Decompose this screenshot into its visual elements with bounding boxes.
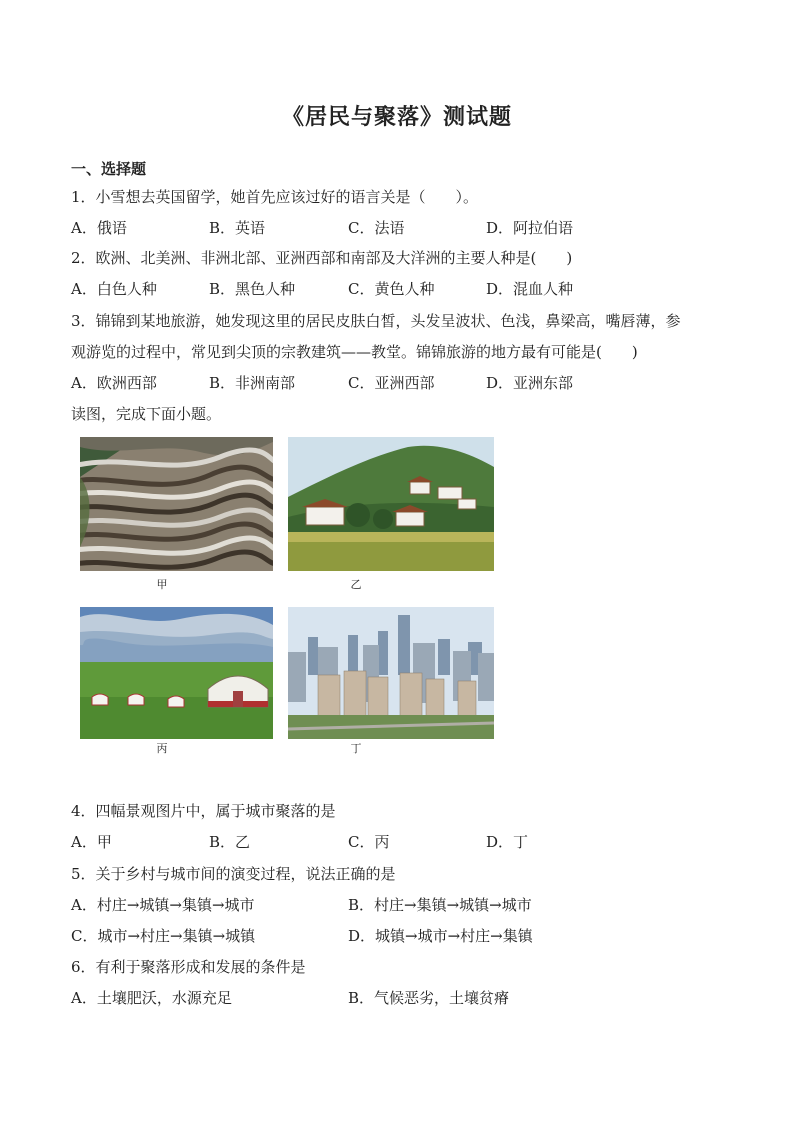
q2-option-c: C．黄色人种 — [348, 280, 435, 298]
q6-option-b: B．气候恶劣，土壤贫瘠 — [348, 989, 510, 1007]
q1-option-a: A．俄语 — [71, 219, 127, 237]
q3-option-a: A．欧洲西部 — [71, 374, 157, 392]
q5-option-c: C．城市→村庄→集镇→城镇 — [71, 927, 256, 945]
q5-option-a: A．村庄→城镇→集镇→城市 — [71, 896, 255, 914]
q5-option-d: D．城镇→城市→村庄→集镇 — [348, 927, 533, 945]
q3-option-b: B．非洲南部 — [209, 374, 296, 392]
q2-option-a: A．白色人种 — [71, 280, 157, 298]
caption-jia: 甲 — [156, 578, 168, 591]
q3-option-d: D．亚洲东部 — [486, 374, 574, 392]
yurts-photo — [80, 607, 273, 739]
question-3-line-2: 观游览的过程中，常见到尖顶的宗教建筑——教堂。锦锦旅游的地方最有可能是( ) — [71, 343, 638, 361]
page-title: 《居民与聚落》测试题 — [281, 104, 512, 130]
question-3-line-1: 3．锦锦到某地旅游，她发现这里的居民皮肤白皙，头发呈波状、色浅，鼻梁高，嘴唇薄，参 — [71, 312, 681, 330]
question-5-text: 5．关于乡村与城市间的演变过程，说法正确的是 — [71, 865, 396, 883]
q2-option-d: D．混血人种 — [486, 280, 574, 298]
q1-option-b: B．英语 — [209, 219, 266, 237]
question-4-text: 4．四幅景观图片中，属于城市聚落的是 — [71, 802, 336, 820]
question-2-text: 2．欧洲、北美洲、非洲北部、亚洲西部和南部及大洋洲的主要人种是( ) — [71, 249, 573, 267]
q4-option-a: A．甲 — [71, 833, 112, 851]
section-heading: 一、选择题 — [71, 160, 147, 178]
terraces-photo — [80, 437, 273, 571]
q5-option-b: B．村庄→集镇→城镇→城市 — [348, 896, 532, 914]
q1-option-d: D．阿拉伯语 — [486, 219, 574, 237]
city-photo — [288, 607, 494, 739]
read-instruction: 读图，完成下面小题。 — [71, 405, 222, 423]
q4-option-c: C．丙 — [348, 833, 390, 851]
caption-bing: 丙 — [156, 742, 168, 755]
q6-option-a: A．土壤肥沃，水源充足 — [71, 989, 232, 1007]
village-photo — [288, 437, 494, 571]
caption-ding: 丁 — [350, 742, 362, 755]
q4-option-d: D．丁 — [486, 833, 529, 851]
q4-option-b: B．乙 — [209, 833, 251, 851]
question-6-text: 6．有利于聚落形成和发展的条件是 — [71, 958, 306, 976]
caption-yi: 乙 — [350, 578, 362, 591]
question-1-text: 1．小雪想去英国留学，她首先应该过好的语言关是（ ）。 — [71, 188, 479, 206]
q2-option-b: B．黑色人种 — [209, 280, 296, 298]
q1-option-c: C．法语 — [348, 219, 405, 237]
q3-option-c: C．亚洲西部 — [348, 374, 435, 392]
